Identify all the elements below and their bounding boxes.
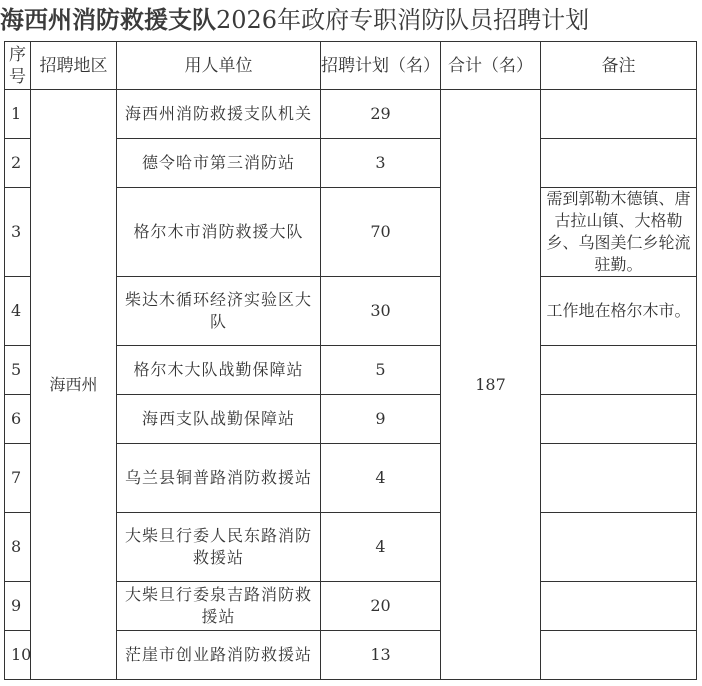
plan-cell: 5 bbox=[321, 346, 441, 395]
table-row bbox=[5, 90, 697, 139]
note-cell: 工作地在格尔木市。 bbox=[541, 277, 697, 346]
plan-cell: 29 bbox=[321, 90, 441, 139]
row-index: 5 bbox=[5, 346, 31, 395]
total-cell: 187 bbox=[441, 90, 541, 680]
unit-cell: 乌兰县铜普路消防救援站 bbox=[117, 444, 321, 513]
row-index: 8 bbox=[5, 513, 31, 582]
unit-cell: 格尔木大队战勤保障站 bbox=[117, 346, 321, 395]
plan-cell: 70 bbox=[321, 188, 441, 277]
title-rest: 2026年政府专职消防队员招聘计划 bbox=[216, 6, 590, 34]
note-cell: 需到郭勒木德镇、唐古拉山镇、大格勒乡、乌图美仁乡轮流驻勤。 bbox=[541, 188, 697, 277]
header-note: 备注 bbox=[541, 42, 697, 90]
unit-cell: 大柴旦行委泉吉路消防救援站 bbox=[117, 582, 321, 631]
header-unit: 用人单位 bbox=[117, 42, 321, 90]
unit-cell: 海西支队战勤保障站 bbox=[117, 395, 321, 444]
row-index: 6 bbox=[5, 395, 31, 444]
plan-cell: 13 bbox=[321, 631, 441, 680]
row-index: 10 bbox=[5, 631, 31, 680]
unit-cell: 海西州消防救援支队机关 bbox=[117, 90, 321, 139]
row-index: 2 bbox=[5, 139, 31, 188]
header-region: 招聘地区 bbox=[31, 42, 117, 90]
unit-cell: 柴达木循环经济实验区大队 bbox=[117, 277, 321, 346]
note-cell bbox=[541, 582, 697, 631]
note-cell bbox=[541, 513, 697, 582]
plan-cell: 30 bbox=[321, 277, 441, 346]
row-index: 3 bbox=[5, 188, 31, 277]
note-cell bbox=[541, 395, 697, 444]
note-cell bbox=[541, 90, 697, 139]
region-cell: 海西州 bbox=[31, 90, 117, 680]
plan-cell: 4 bbox=[321, 444, 441, 513]
unit-cell: 茫崖市创业路消防救援站 bbox=[117, 631, 321, 680]
row-index: 7 bbox=[5, 444, 31, 513]
plan-cell: 3 bbox=[321, 139, 441, 188]
recruitment-table bbox=[4, 41, 697, 680]
header-row bbox=[5, 42, 697, 90]
unit-cell: 格尔木市消防救援大队 bbox=[117, 188, 321, 277]
note-cell bbox=[541, 444, 697, 513]
row-index: 4 bbox=[5, 277, 31, 346]
header-index: 序号 bbox=[5, 42, 31, 90]
header-plan: 招聘计划（名） bbox=[321, 42, 441, 90]
header-total: 合计（名） bbox=[441, 42, 541, 90]
plan-cell: 20 bbox=[321, 582, 441, 631]
title-lead: 海西州消防救援支队 bbox=[0, 5, 216, 34]
note-cell bbox=[541, 139, 697, 188]
unit-cell: 德令哈市第三消防站 bbox=[117, 139, 321, 188]
plan-cell: 9 bbox=[321, 395, 441, 444]
page-title bbox=[0, 0, 702, 40]
row-index: 9 bbox=[5, 582, 31, 631]
plan-cell: 4 bbox=[321, 513, 441, 582]
note-cell bbox=[541, 346, 697, 395]
row-index: 1 bbox=[5, 90, 31, 139]
note-cell bbox=[541, 631, 697, 680]
unit-cell: 大柴旦行委人民东路消防救援站 bbox=[117, 513, 321, 582]
